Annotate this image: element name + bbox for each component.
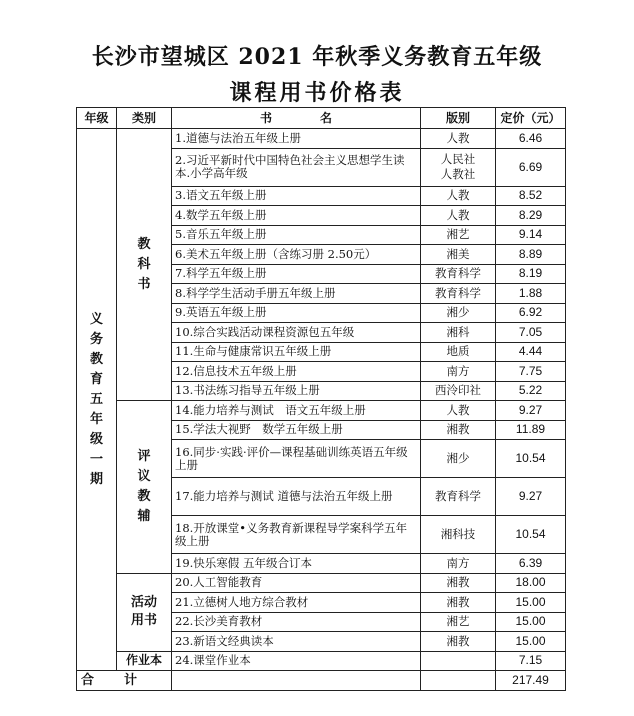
- header-price: 定价（元）: [496, 108, 566, 129]
- publisher: 人民社人教社: [421, 148, 496, 186]
- price: 6.46: [496, 129, 566, 149]
- book-name: 20.人工智能教育: [172, 573, 421, 593]
- price: 7.75: [496, 362, 566, 382]
- page-title: 长沙市望城区 2021 年秋季义务教育五年级: [91, 44, 543, 70]
- category-homework: 作业本: [117, 651, 172, 671]
- book-name: 3.语文五年级上册: [172, 186, 421, 206]
- price: 6.39: [496, 554, 566, 574]
- grade-cell: [77, 129, 117, 671]
- book-name: 24.课堂作业本: [172, 651, 421, 671]
- price: 8.89: [496, 245, 566, 265]
- publisher: 湘教: [421, 420, 496, 440]
- publisher: 湘美: [421, 245, 496, 265]
- price: 6.92: [496, 303, 566, 323]
- book-name: 2.习近平新时代中国特色社会主义思想学生读本.小学高年级: [172, 148, 421, 186]
- publisher: 人教: [421, 401, 496, 421]
- total-row: [77, 671, 566, 691]
- book-name: 19.快乐寒假 五年级合订本: [172, 554, 421, 574]
- publisher: 教育科学: [421, 264, 496, 284]
- publisher: 湘科: [421, 323, 496, 343]
- price: 8.29: [496, 206, 566, 226]
- publisher: 湘教: [421, 632, 496, 652]
- price: 9.27: [496, 478, 566, 516]
- price: 11.89: [496, 420, 566, 440]
- category-supplementary: 评议教辅: [117, 401, 172, 574]
- table-row: [77, 401, 566, 421]
- publisher: 湘艺: [421, 225, 496, 245]
- publisher: 南方: [421, 554, 496, 574]
- book-name: 23.新语文经典读本: [172, 632, 421, 652]
- book-name: 15.学法大视野 数学五年级上册: [172, 420, 421, 440]
- price: 7.05: [496, 323, 566, 343]
- table-row: [77, 573, 566, 593]
- book-name: 11.生命与健康常识五年级上册: [172, 342, 421, 362]
- price: 5.22: [496, 381, 566, 401]
- price: 18.00: [496, 573, 566, 593]
- price: 15.00: [496, 632, 566, 652]
- publisher: 湘教: [421, 593, 496, 613]
- table-row: [77, 129, 566, 149]
- book-name: 12.信息技术五年级上册: [172, 362, 421, 382]
- table-row: [77, 651, 566, 671]
- book-name: 6.美术五年级上册（含练习册 2.50元）: [172, 245, 421, 265]
- book-name: 4.数学五年级上册: [172, 206, 421, 226]
- publisher: 湘科技: [421, 516, 496, 554]
- book-name: 21.立德树人地方综合教材: [172, 593, 421, 613]
- header-book: 书 名: [172, 108, 421, 129]
- header-row: [77, 108, 566, 129]
- price: 1.88: [496, 284, 566, 304]
- price: 6.69: [496, 148, 566, 186]
- publisher: 地质: [421, 342, 496, 362]
- book-name: 17.能力培养与测试 道德与法治五年级上册: [172, 478, 421, 516]
- book-name: 14.能力培养与测试 语文五年级上册: [172, 401, 421, 421]
- price: 7.15: [496, 651, 566, 671]
- price: 10.54: [496, 516, 566, 554]
- price: 9.14: [496, 225, 566, 245]
- publisher: 湘少: [421, 440, 496, 478]
- publisher: [421, 651, 496, 671]
- price: 9.27: [496, 401, 566, 421]
- publisher: 教育科学: [421, 284, 496, 304]
- publisher: 教育科学: [421, 478, 496, 516]
- grade-label: 义务教育五年级一期: [89, 311, 103, 487]
- publisher: 湘教: [421, 573, 496, 593]
- publisher: 人教: [421, 186, 496, 206]
- book-name: 13.书法练习指导五年级上册: [172, 381, 421, 401]
- price: 8.52: [496, 186, 566, 206]
- price: 15.00: [496, 612, 566, 632]
- price: 15.00: [496, 593, 566, 613]
- book-name: 7.科学五年级上册: [172, 264, 421, 284]
- price: 8.19: [496, 264, 566, 284]
- page-subtitle: 课程用书价格表: [229, 80, 405, 106]
- publisher: 湘艺: [421, 612, 496, 632]
- book-name: 16.同步·实践·评价—课程基础训练英语五年级上册: [172, 440, 421, 478]
- price: 4.44: [496, 342, 566, 362]
- book-name: 1.道德与法治五年级上册: [172, 129, 421, 149]
- total-label: 合计: [77, 671, 172, 691]
- header-publisher: 版别: [421, 108, 496, 129]
- book-name: 10.综合实践活动课程资源包五年级: [172, 323, 421, 343]
- publisher: 西泠印社: [421, 381, 496, 401]
- book-name: 8.科学学生活动手册五年级上册: [172, 284, 421, 304]
- category-activity: 活动用书: [117, 573, 172, 651]
- price: 10.54: [496, 440, 566, 478]
- publisher: 人教: [421, 129, 496, 149]
- price-table: [76, 107, 566, 691]
- book-name: 22.长沙美育教材: [172, 612, 421, 632]
- total-empty-publisher: [421, 671, 496, 691]
- book-name: 18.开放课堂•义务教育新课程导学案科学五年级上册: [172, 516, 421, 554]
- header-category: 类别: [117, 108, 172, 129]
- category-textbook: 教科书: [117, 129, 172, 401]
- publisher: 南方: [421, 362, 496, 382]
- book-name: 5.音乐五年级上册: [172, 225, 421, 245]
- book-name: 9.英语五年级上册: [172, 303, 421, 323]
- publisher: 人教: [421, 206, 496, 226]
- total-price: 217.49: [496, 671, 566, 691]
- header-grade: 年级: [77, 108, 117, 129]
- total-empty-book: [172, 671, 421, 691]
- publisher: 湘少: [421, 303, 496, 323]
